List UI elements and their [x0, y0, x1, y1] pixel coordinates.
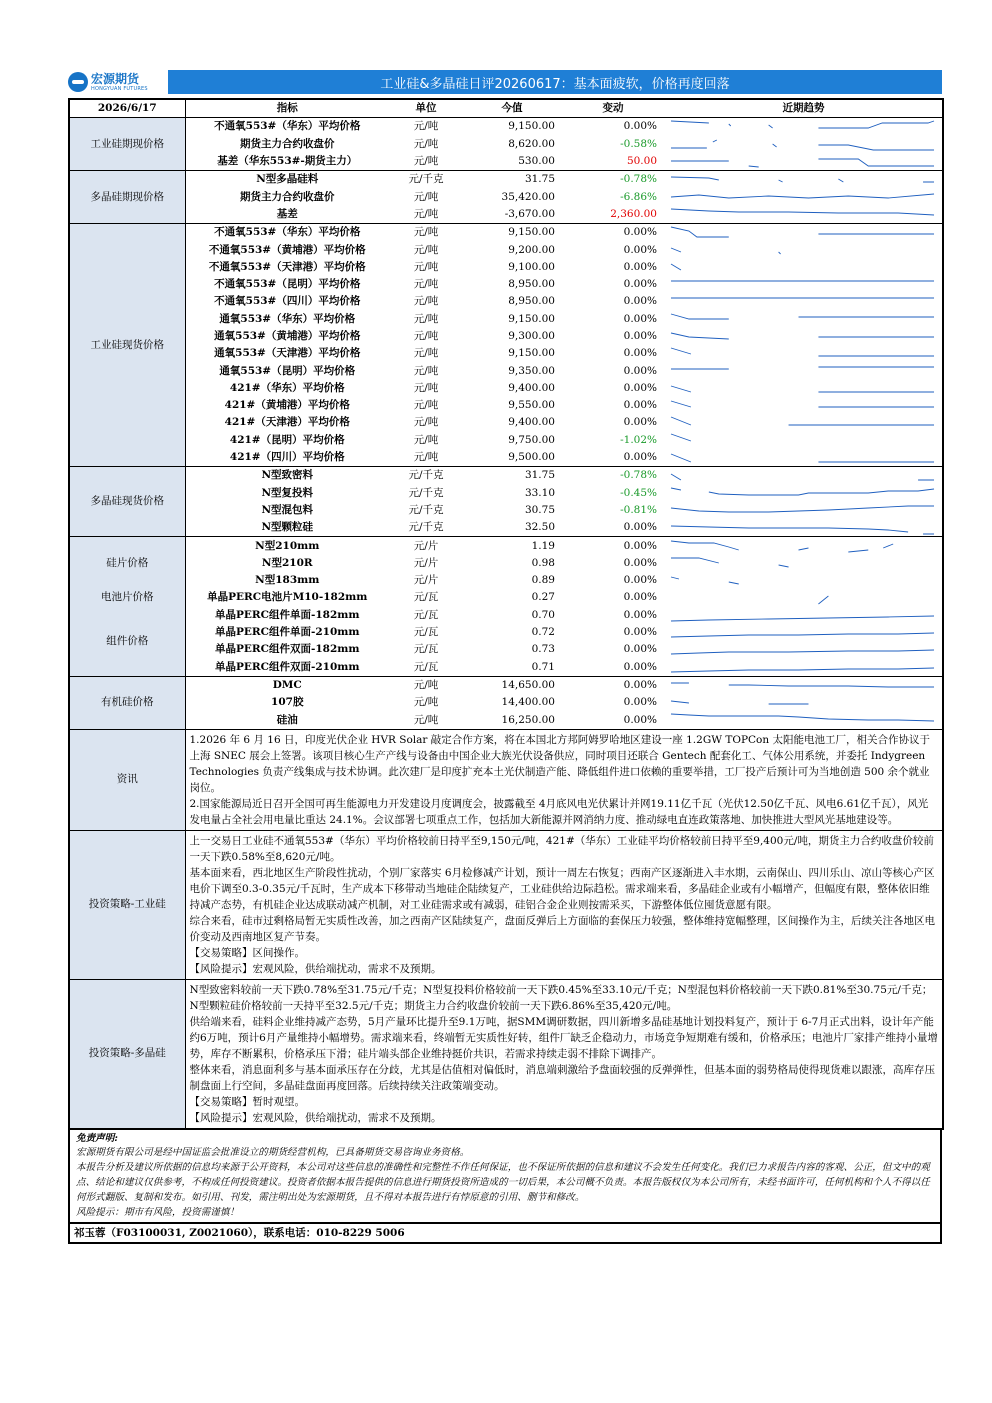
indicator-name: 107胶 — [271, 696, 304, 709]
sparkline-chart — [669, 154, 938, 170]
change-cell: 50.00 — [561, 153, 665, 171]
trend-sparkline — [665, 519, 943, 537]
value-cell: 9,100.00 — [508, 260, 555, 273]
unit-cell: 元/吨 — [413, 416, 439, 429]
sparkline-chart — [669, 294, 938, 310]
value-cell: 8,950.00 — [508, 278, 555, 291]
change-cell: 0.00% — [623, 226, 657, 239]
change-cell: 0.00% — [623, 295, 657, 308]
header-change: 变动 — [561, 99, 665, 118]
trend-sparkline — [665, 555, 943, 572]
unit-cell: 元/吨 — [413, 243, 439, 256]
indicator-name: 单晶PERC组件单面-182mm — [215, 608, 360, 621]
unit-cell: 元/吨 — [413, 260, 439, 273]
indicator-name: N型183mm — [255, 574, 320, 587]
table-row — [69, 136, 943, 153]
unit-cell: 元/吨 — [413, 120, 439, 133]
value-cell: 9,400.00 — [508, 381, 555, 394]
trend-sparkline — [665, 432, 943, 449]
sparkline-chart — [669, 225, 938, 241]
change-cell: -0.45% — [620, 486, 657, 499]
unit-cell: 元/吨 — [413, 696, 439, 709]
sparkline-chart — [669, 590, 938, 606]
sparkline-chart — [669, 172, 938, 188]
change-cell: 0.00% — [623, 364, 657, 377]
table-row — [69, 241, 943, 258]
disclaimer — [68, 1130, 942, 1225]
change-cell: 2,360.00 — [561, 206, 665, 224]
unit-cell: 元/吨 — [413, 226, 439, 239]
indicator-name: 421#（华东）平均价格 — [229, 381, 345, 394]
table-row — [69, 467, 943, 485]
indicator-name: 不通氧553#（天津港）平均价格 — [208, 260, 366, 273]
change-cell: 0.00% — [623, 678, 657, 691]
paragraph: 2.国家能源局近日召开全国可再生能源电力开发建设月度调度会，披露截至 4月底风电光伏累计并网19.11亿千瓦（光伏12.50亿千瓦、风电6.61亿千瓦），风光发电量占全社会用电量比重达 24.1%。会议部署七项重点工作，包括加大新能源并网消纳力度、推动绿电直连政策落地、加快推进大型风光基地建设等。 — [189, 797, 929, 826]
unit-cell: 元/千克 — [408, 503, 444, 516]
trend-sparkline — [665, 414, 943, 431]
change-cell: 0.00% — [623, 574, 657, 587]
trend-sparkline — [665, 624, 943, 641]
unit-cell: 元/千克 — [389, 519, 463, 537]
strategy-si-row — [69, 830, 943, 979]
table-row — [69, 502, 943, 519]
indicator-name: N型多晶硅料 — [256, 173, 319, 186]
table-row — [69, 572, 943, 589]
trend-sparkline — [665, 397, 943, 414]
value-cell: 0.73 — [531, 643, 555, 656]
trend-sparkline — [665, 224, 943, 242]
report-date: 2026/6/17 — [69, 99, 185, 118]
logo-icon — [68, 72, 88, 92]
unit-cell: 元/吨 — [389, 153, 463, 171]
disclaimer-line-1: 宏源期货有限公司是经中国证监会批准设立的期货经营机构，已具备期货交易咨询业务资格。 — [76, 1147, 470, 1159]
table-row — [69, 276, 943, 293]
indicator-name: N型210mm — [255, 539, 320, 552]
value-cell: 14,400.00 — [501, 696, 555, 709]
indicator-name: 通氧553#（华东）平均价格 — [219, 312, 356, 325]
table-row — [69, 153, 943, 171]
unit-cell: 元/千克 — [408, 173, 444, 186]
category-label: 资讯 — [69, 729, 185, 830]
category-label: 有机硅价格 — [69, 676, 185, 729]
change-cell: 0.00% — [623, 381, 657, 394]
change-cell: 0.00% — [561, 519, 665, 537]
trend-sparkline — [665, 502, 943, 519]
sparkline-chart — [669, 607, 938, 623]
sparkline-chart — [669, 520, 938, 536]
change-cell: 0.00% — [623, 120, 657, 133]
sparkline-chart — [669, 346, 938, 362]
unit-cell: 元/吨 — [389, 449, 463, 467]
trend-sparkline — [665, 171, 943, 189]
value-cell: 9,750.00 — [508, 433, 555, 446]
value-cell: 0.70 — [531, 608, 555, 621]
value-cell: 32.50 — [463, 519, 561, 537]
table-row — [69, 414, 943, 431]
indicator-name: 基差（华东553#-期货主力） — [185, 153, 389, 171]
table-row — [69, 188, 943, 205]
change-cell: -0.58% — [620, 137, 657, 150]
indicator-name: 不通氧553#（华东）平均价格 — [214, 120, 361, 133]
disclaimer-line-3: 风险提示：期市有风险，投资需谨慎！ — [76, 1206, 240, 1218]
unit-cell: 元/片 — [413, 556, 439, 569]
report-header — [68, 68, 942, 96]
company-logo — [68, 68, 168, 96]
sparkline-chart — [669, 329, 938, 345]
trend-sparkline — [665, 311, 943, 328]
unit-cell: 元/片 — [413, 539, 439, 552]
sparkline-chart — [669, 398, 938, 414]
change-cell: 0.00% — [623, 260, 657, 273]
change-cell: 0.00% — [561, 449, 665, 467]
change-cell: 0.00% — [623, 608, 657, 621]
paragraph: 【交易策略】暂时观望。 — [189, 1095, 305, 1108]
trend-sparkline — [665, 206, 943, 224]
indicator-name: 不通氧553#（四川）平均价格 — [214, 295, 361, 308]
value-cell: 0.27 — [531, 591, 555, 604]
value-cell: 0.71 — [463, 659, 561, 677]
trend-sparkline — [665, 711, 943, 729]
sparkline-chart — [669, 677, 938, 693]
table-row — [69, 259, 943, 276]
trend-sparkline — [665, 537, 943, 555]
logo-subtext: HONGYUAN FUTURES — [91, 85, 148, 92]
sparkline-chart — [669, 712, 938, 728]
change-cell: -1.02% — [620, 433, 657, 446]
category-label: 组件价格 — [69, 607, 185, 677]
category-label: 投资策略-工业硅 — [69, 830, 185, 979]
unit-cell: 元/瓦 — [413, 626, 439, 639]
sparkline-chart — [669, 538, 938, 554]
category-label: 多晶硅期现价格 — [69, 171, 185, 224]
paragraph: 基本面来看，西北地区生产阶段性扰动，个别厂家落实 6月检修减产计划，预计一周左右恢复；西南产区逐渐进入丰水期，云南保山、四川乐山、凉山等核心产区电价下调至0.3-0.35元/千瓦时，生产成本下移带动当地硅企陆续复产，工业硅供给边际趋松。需求端来看，多晶硅企业或有小幅增产，但幅度有限，整体依旧维持减产态势，有机硅企业达成联动减产机制，对工业硅需求或有减弱，硅铝合金企业则按需采买，下游整体低位囤货意愿有限。 — [189, 866, 935, 911]
sparkline-chart — [669, 573, 938, 589]
change-cell: 0.00% — [623, 330, 657, 342]
unit-cell: 元/吨 — [413, 295, 439, 308]
news-row — [69, 729, 943, 830]
unit-cell: 元/吨 — [389, 206, 463, 224]
table-row — [69, 659, 943, 677]
unit-cell: 元/片 — [413, 574, 439, 587]
sparkline-chart — [669, 136, 938, 152]
change-cell: 0.00% — [623, 696, 657, 709]
trend-sparkline — [665, 259, 943, 276]
category-label: 多晶硅现货价格 — [69, 467, 185, 537]
indicator-name: N型颗粒硅 — [185, 519, 389, 537]
unit-cell: 元/吨 — [413, 312, 439, 325]
indicator-name: 不通氧553#（昆明）平均价格 — [214, 278, 361, 291]
indicator-name: N型复投料 — [261, 486, 314, 499]
unit-cell: 元/吨 — [413, 381, 439, 394]
value-cell: 16,250.00 — [463, 711, 561, 729]
trend-sparkline — [665, 485, 943, 502]
change-cell: 0.00% — [623, 556, 657, 569]
value-cell: 9,150.00 — [508, 226, 555, 239]
indicator-name: 单晶PERC电池片M10-182mm — [207, 591, 368, 604]
table-row — [69, 362, 943, 379]
unit-cell: 元/吨 — [413, 678, 439, 691]
trend-sparkline — [665, 362, 943, 379]
header-trend: 近期趋势 — [665, 99, 943, 118]
indicator-name: 不通氧553#（黄埔港）平均价格 — [208, 243, 366, 256]
trend-sparkline — [665, 188, 943, 205]
paragraph: 【交易策略】区间操作。 — [189, 946, 305, 959]
trend-sparkline — [665, 118, 943, 136]
indicator-name: 不通氧553#（华东）平均价格 — [214, 226, 361, 239]
table-row — [69, 555, 943, 572]
trend-sparkline — [665, 153, 943, 171]
unit-cell: 元/吨 — [413, 364, 439, 377]
unit-cell: 元/吨 — [413, 190, 439, 203]
value-cell: 0.89 — [531, 574, 555, 587]
sparkline-chart — [669, 259, 938, 275]
news-text — [185, 729, 943, 830]
value-cell: 0.72 — [531, 626, 555, 639]
sparkline-chart — [669, 119, 938, 135]
category-label: 硅片价格 — [69, 537, 185, 589]
value-cell: 33.10 — [524, 486, 555, 499]
paragraph: 供给端来看，硅料企业维持减产态势，5月产量环比提升至9.1万吨，据SMM调研数据，四川新增多晶硅基地计划投料复产，预计于 6-7月正式出料，设计年产能约6万吨，预计6月产量维持小幅增势。需求端来看，终端暂无实质性好转，组件厂缺乏企稳动力，市场竞争短期难有缓和，价格承压；电池片厂家排产维持小量增势，库存不断累积，价格承压下滑；硅片端头部企业维持挺价共识，若需求持续走弱不排除下调排产。 — [189, 1015, 938, 1060]
paragraph: 综合来看，硅市过剩格局暂无实质性改善，加之西南产区陆续复产，盘面反弹后上方面临的套保压力较强，整体维持宽幅整理，区间操作为主，后续关注各地区电价变动及西南地区复产节奏。 — [189, 914, 935, 943]
indicator-name: 通氧553#（昆明）平均价格 — [219, 364, 356, 377]
indicator-name: 通氧553#（天津港）平均价格 — [214, 347, 361, 360]
table-row — [69, 641, 943, 658]
value-cell: 1.19 — [531, 539, 555, 552]
table-row — [69, 380, 943, 397]
trend-sparkline — [665, 328, 943, 345]
value-cell: 31.75 — [524, 469, 555, 482]
category-label: 投资策略-多晶硅 — [69, 979, 185, 1129]
change-cell: 0.00% — [623, 626, 657, 639]
value-cell: 9,200.00 — [508, 243, 555, 256]
value-cell: 14,650.00 — [501, 678, 555, 691]
table-row — [69, 345, 943, 362]
value-cell: 9,150.00 — [508, 312, 555, 325]
strategy-si-text — [185, 830, 943, 979]
paragraph: 整体来看，消息面利多与基本面承压存在分歧，尤其是估值相对偏低时，消息端刺激给予盘面较强的反弹弹性，但基本面的弱势格局使得现货难以跟涨，高库存压制盘面上行空间，多晶硅盘面再度回落。后续持续关注政策端变动。 — [189, 1063, 935, 1092]
disclaimer-line-2: 本报告分析及建议所依据的信息均来源于公开资料，本公司对这些信息的准确性和完整性不作任何保证，也不保证所依据的信息和建议不会发生任何变化。我们已力求报告内容的客观、公正，但文中的观点、结论和建议仅供参考，不构成任何投资建议。投资者依据本报告提供的信息进行期货投资所造成的一切后果，本公司概不负责。本报告版权仅为本公司所有，未经书面许可，任何机构和个人不得以任何形式翻版、复制和发布。如引用、刊发，需注明出处为宏源期货，且不得对本报告进行有悖原意的引用、删节和修改。 — [76, 1162, 930, 1203]
trend-sparkline — [665, 276, 943, 293]
change-cell: 0.00% — [623, 539, 657, 552]
table-row — [69, 676, 943, 694]
unit-cell: 元/瓦 — [413, 591, 439, 604]
category-label: 工业硅现货价格 — [69, 224, 185, 467]
trend-sparkline — [665, 641, 943, 658]
sparkline-chart — [669, 468, 938, 484]
trend-sparkline — [665, 136, 943, 153]
change-cell: -0.81% — [620, 503, 657, 516]
indicator-name: 期货主力合约收盘价 — [240, 137, 335, 150]
change-cell: -6.86% — [620, 190, 657, 203]
paragraph: N型致密料较前一天下跌0.78%至31.75元/千克；N型复投料价格较前一天下跌0.45%至33.10元/千克；N型混包料价格较前一天下跌0.81%至30.75元/千克；N型颗粒硅价格较前一天持平至32.5元/千克；期货主力合约收盘价较前一天下跌6.86%至35,420元/吨。 — [189, 983, 933, 1012]
value-cell: 0.98 — [531, 556, 555, 569]
table-row — [69, 589, 943, 606]
trend-sparkline — [665, 345, 943, 362]
change-cell: 0.00% — [623, 347, 657, 360]
sparkline-chart — [669, 450, 938, 466]
table-row — [69, 328, 943, 345]
header-unit: 单位 — [389, 99, 463, 118]
value-cell: 530.00 — [463, 153, 561, 171]
paragraph: 【风险提示】宏观风险，供给端扰动，需求不及预期。 — [189, 1111, 442, 1124]
sparkline-chart — [669, 189, 938, 205]
table-row — [69, 711, 943, 729]
trend-sparkline — [665, 467, 943, 485]
unit-cell: 元/吨 — [413, 137, 439, 150]
trend-sparkline — [665, 380, 943, 397]
report-page — [68, 68, 942, 1244]
unit-cell: 元/千克 — [408, 486, 444, 499]
indicator-name: 421#（昆明）平均价格 — [229, 433, 345, 446]
sparkline-chart — [669, 206, 938, 222]
table-row — [69, 206, 943, 224]
table-row — [69, 311, 943, 328]
sparkline-chart — [669, 695, 938, 711]
sparkline-chart — [669, 380, 938, 396]
value-cell: 8,620.00 — [508, 137, 555, 150]
change-cell: 0.00% — [561, 659, 665, 677]
logo-text: 宏源期货 — [91, 71, 140, 86]
value-cell: 31.75 — [524, 173, 555, 186]
sparkline-chart — [669, 311, 938, 327]
sparkline-chart — [669, 659, 938, 675]
sparkline-chart — [669, 502, 938, 518]
unit-cell: 元/吨 — [413, 347, 439, 360]
change-cell: 0.00% — [623, 278, 657, 291]
indicator-name: 421#（天津港）平均价格 — [224, 416, 350, 429]
analyst-contact: 祁玉蓉（F03100031, Z0021060），联系电话：010-8229 5006 — [68, 1224, 942, 1244]
table-row — [69, 449, 943, 467]
trend-sparkline — [665, 659, 943, 677]
value-cell: 9,500.00 — [463, 449, 561, 467]
table-row — [69, 485, 943, 502]
table-row — [69, 607, 943, 624]
value-cell: 35,420.00 — [501, 190, 555, 203]
unit-cell: 元/吨 — [413, 399, 439, 412]
indicator-name: 421#（黄埔港）平均价格 — [224, 399, 350, 412]
sparkline-chart — [669, 277, 938, 293]
unit-cell: 元/瓦 — [413, 643, 439, 656]
unit-cell: 元/吨 — [413, 433, 439, 446]
unit-cell: 元/千克 — [408, 469, 444, 482]
trend-sparkline — [665, 607, 943, 624]
trend-sparkline — [665, 676, 943, 694]
trend-sparkline — [665, 572, 943, 589]
table-row — [69, 118, 943, 136]
indicator-name: 期货主力合约收盘价 — [240, 190, 335, 203]
header-indicator: 指标 — [185, 99, 389, 118]
indicator-name: 单晶PERC组件双面-182mm — [215, 643, 360, 656]
sparkline-chart — [669, 625, 938, 641]
table-header-row — [69, 99, 943, 118]
value-cell: 9,150.00 — [508, 120, 555, 133]
sparkline-chart — [669, 642, 938, 658]
unit-cell: 元/吨 — [413, 330, 439, 342]
value-cell: 9,150.00 — [508, 347, 555, 360]
trend-sparkline — [665, 293, 943, 310]
change-cell: -0.78% — [620, 469, 657, 482]
value-cell: 9,400.00 — [508, 416, 555, 429]
table-row — [69, 624, 943, 641]
value-cell: 9,300.00 — [508, 330, 555, 342]
sparkline-chart — [669, 415, 938, 431]
value-cell: 9,550.00 — [508, 399, 555, 412]
sparkline-chart — [669, 242, 938, 258]
change-cell: -0.78% — [620, 173, 657, 186]
change-cell: 0.00% — [623, 591, 657, 604]
trend-sparkline — [665, 589, 943, 606]
change-cell: 0.00% — [561, 711, 665, 729]
table-row — [69, 397, 943, 414]
change-cell: 0.00% — [623, 416, 657, 429]
unit-cell: 元/瓦 — [389, 659, 463, 677]
table-row — [69, 694, 943, 711]
indicator-name: DMC — [272, 678, 302, 691]
category-label: 工业硅期现价格 — [69, 118, 185, 171]
paragraph: 【风险提示】宏观风险，供给端扰动，需求不及预期。 — [189, 962, 442, 975]
value-cell: 9,350.00 — [508, 364, 555, 377]
indicator-name: N型致密料 — [261, 469, 314, 482]
indicator-name: 单晶PERC组件双面-210mm — [185, 659, 389, 677]
disclaimer-title: 免责声明: — [76, 1132, 118, 1144]
price-table — [68, 98, 944, 1130]
change-cell: 0.00% — [623, 399, 657, 412]
table-row — [69, 432, 943, 449]
table-row — [69, 519, 943, 537]
indicator-name: 硅油 — [185, 711, 389, 729]
value-cell: -3,670.00 — [463, 206, 561, 224]
header-value: 今值 — [463, 99, 561, 118]
indicator-name: 基差 — [185, 206, 389, 224]
report-title: 工业硅&多晶硅日评20260617：基本面疲软，价格再度回落 — [168, 70, 942, 94]
trend-sparkline — [665, 449, 943, 467]
sparkline-chart — [669, 555, 938, 571]
sparkline-chart — [669, 432, 938, 448]
change-cell: 0.00% — [623, 643, 657, 656]
unit-cell: 元/吨 — [389, 711, 463, 729]
indicator-name: N型210R — [261, 556, 313, 569]
strategy-poly-row — [69, 979, 943, 1129]
unit-cell: 元/瓦 — [413, 608, 439, 621]
strategy-poly-text — [185, 979, 943, 1129]
value-cell: 8,950.00 — [508, 295, 555, 308]
table-row — [69, 171, 943, 189]
paragraph: 1.2026 年 6 月 16 日，印度光伏企业 HVR Solar 敲定合作方案，将在本国北方邦阿姆罗哈地区建设一座 1.2GW TOPCon 太阳能电池工厂，相关合作协议于上海 SNEC 展会上签署。该项目核心生产产线与设备由中国企业大族光伏设备供应，同时项目还联合 Gentech 配套化工、气体公用系统，并委托 Indygreen Technologies 负责产线集成与技术协调。此次建厂是印度扩充本土光伏制造产能、降低组件进口依赖的重要举措，工厂投产后预计可为当地创造 500 余个就业岗位。 — [189, 733, 930, 794]
sparkline-chart — [669, 485, 938, 501]
indicator-name: 通氧553#（黄埔港）平均价格 — [214, 330, 361, 342]
indicator-name: 421#（四川）平均价格 — [185, 449, 389, 467]
unit-cell: 元/吨 — [413, 278, 439, 291]
category-label: 电池片价格 — [69, 589, 185, 606]
paragraph: 上一交易日工业硅不通氧553#（华东）平均价格较前日持平至9,150元/吨，421#（华东）工业硅平均价格较前日持平至9,400元/吨，期货主力合约收盘价较前一天下跌0.58%至8,620元/吨。 — [189, 834, 934, 863]
table-row — [69, 293, 943, 310]
table-row — [69, 537, 943, 555]
change-cell: 0.00% — [623, 312, 657, 325]
indicator-name: 单晶PERC组件单面-210mm — [215, 626, 360, 639]
indicator-name: N型混包料 — [261, 503, 314, 516]
trend-sparkline — [665, 241, 943, 258]
table-row — [69, 224, 943, 242]
value-cell: 30.75 — [524, 503, 555, 516]
change-cell: 0.00% — [623, 243, 657, 256]
sparkline-chart — [669, 363, 938, 379]
trend-sparkline — [665, 694, 943, 711]
